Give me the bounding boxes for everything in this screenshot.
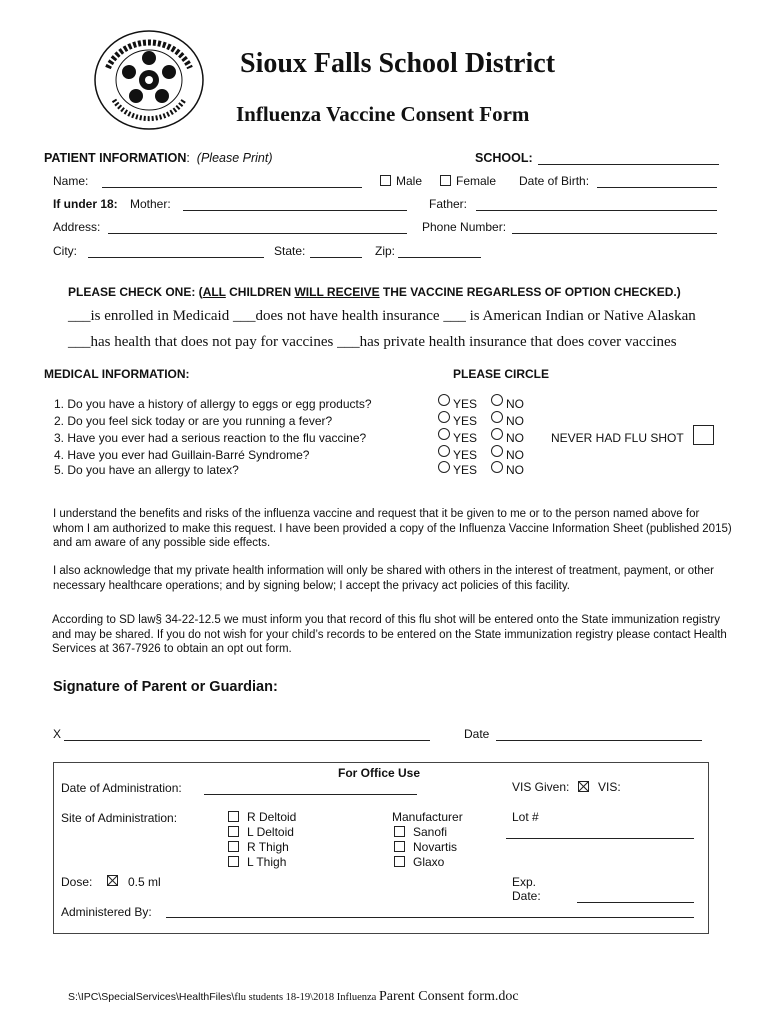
exp-date-field[interactable] (577, 902, 694, 903)
lot-label: Lot # (512, 810, 539, 824)
novartis-label: Novartis (413, 840, 458, 854)
state-field[interactable] (310, 257, 362, 258)
phone-label: Phone Number: (422, 220, 507, 234)
question-4: 4. Have you ever had Guillain-Barré Syndrome? (54, 448, 310, 462)
administered-by-label: Administered By: (61, 905, 152, 919)
r-deltoid-checkbox[interactable] (228, 811, 239, 822)
q5-yes-label: YES (453, 463, 478, 477)
q2-no-label: NO (506, 414, 524, 428)
q1-no-radio[interactable] (491, 394, 503, 406)
city-field[interactable] (88, 257, 264, 258)
please-circle-heading: PLEASE CIRCLE (453, 367, 550, 381)
question-1: 1. Do you have a history of allergy to eggs or egg products? (54, 397, 372, 411)
file-path-footer: S:\IPC\SpecialServices\HealthFiles\flu students 18-19\2018 Influenza Parent Consent form.doc (68, 989, 519, 1004)
date-admin-label: Date of Administration: (61, 781, 182, 795)
page-subtitle: Influenza Vaccine Consent Form (236, 102, 530, 126)
male-checkbox[interactable] (380, 175, 391, 186)
school-field[interactable] (538, 164, 719, 165)
signature-x-label: X (53, 727, 62, 741)
female-checkbox[interactable] (440, 175, 451, 186)
q3-no-label: NO (506, 431, 524, 445)
glaxo-label: Glaxo (413, 855, 445, 869)
office-use-heading: For Office Use (338, 766, 421, 780)
administered-by-field[interactable] (166, 917, 694, 918)
sanofi-label: Sanofi (413, 825, 448, 839)
q4-no-label: NO (506, 448, 524, 462)
q4-yes-radio[interactable] (438, 445, 450, 457)
father-label: Father: (429, 197, 468, 211)
female-label: Female (456, 174, 497, 188)
medical-heading: MEDICAL INFORMATION: (44, 367, 190, 381)
mother-label: Mother: (130, 197, 171, 211)
zip-field[interactable] (398, 257, 481, 258)
never-had-flu-shot-label: NEVER HAD FLU SHOT (551, 431, 684, 445)
r-thigh-checkbox[interactable] (228, 841, 239, 852)
signature-field[interactable] (64, 740, 430, 741)
district-seal (92, 28, 206, 132)
dob-label: Date of Birth: (519, 174, 590, 188)
q3-no-radio[interactable] (491, 428, 503, 440)
vis-given-label: VIS Given: (512, 780, 570, 794)
q4-no-radio[interactable] (491, 445, 503, 457)
q3-yes-radio[interactable] (438, 428, 450, 440)
state-label: State: (274, 244, 306, 258)
consent-statement: I understand the benefits and risks of the influenza vaccine and request that it be given to me or to the person named above for whom I am authorized to make this request. I have been provided a copy of the Influenza Vaccine Information Sheet (published 2015) and am aware of any possible side effects. (53, 508, 732, 549)
manufacturer-label: Manufacturer (392, 810, 463, 824)
signature-heading: Signature of Parent or Guardian: (53, 679, 278, 695)
q3-yes-label: YES (453, 431, 478, 445)
insurance-options-row-1[interactable]: ___is enrolled in Medicaid ___does not have health insurance ___ is American Indian or Native Alaskan (68, 308, 696, 324)
r-thigh-label: R Thigh (247, 840, 289, 854)
q5-yes-radio[interactable] (438, 461, 450, 473)
date-admin-field[interactable] (204, 794, 417, 795)
address-label: Address: (53, 220, 101, 234)
signature-date-label: Date (464, 727, 490, 741)
check-one-heading: PLEASE CHECK ONE: (ALL CHILDREN WILL RECEIVE THE VACCINE REGARLESS OF OPTION CHECKED.) (68, 285, 681, 299)
phone-field[interactable] (512, 233, 717, 234)
exp-label: Exp. (512, 875, 537, 889)
privacy-statement: I also acknowledge that my private health information will only be shared with others in the interest of treatment, payment, or other necessary healthcare operations; and by signing below; I accept the privacy act policies of this facility. (53, 565, 714, 592)
dose-checkbox[interactable] (107, 875, 118, 886)
l-thigh-label: L Thigh (247, 855, 287, 869)
q5-no-label: NO (506, 463, 524, 477)
r-deltoid-label: R Deltoid (247, 810, 297, 824)
lot-field[interactable] (506, 838, 694, 839)
l-thigh-checkbox[interactable] (228, 856, 239, 867)
vis-label: VIS: (598, 780, 621, 794)
signature-date-field[interactable] (496, 740, 702, 741)
question-3: 3. Have you ever had a serious reaction to the flu vaccine? (54, 431, 367, 445)
q2-yes-label: YES (453, 414, 478, 428)
dose-label: Dose: (61, 875, 93, 889)
question-5: 5. Do you have an allergy to latex? (54, 463, 239, 477)
male-label: Male (396, 174, 423, 188)
page-title: Sioux Falls School District (240, 48, 556, 79)
q4-yes-label: YES (453, 448, 478, 462)
glaxo-checkbox[interactable] (394, 856, 405, 867)
registry-statement: According to SD law§ 34-22-12.5 we must inform you that record of this flu shot will be entered onto the State immunization registry and may be shared. If you do not wish for your child’s records to be entered on the State immunization registry please contact Health Services at 367-7926 to obtain an opt out form. (52, 614, 727, 655)
vis-given-checkbox[interactable] (578, 781, 589, 792)
l-deltoid-label: L Deltoid (247, 825, 294, 839)
q5-no-radio[interactable] (491, 461, 503, 473)
city-label: City: (53, 244, 77, 258)
name-label: Name: (53, 174, 89, 188)
address-field[interactable] (108, 233, 407, 234)
site-admin-label: Site of Administration: (61, 811, 178, 825)
zip-label: Zip: (375, 244, 396, 258)
father-field[interactable] (476, 210, 717, 211)
insurance-options-row-2[interactable]: ___has health that does not pay for vaccines ___has private health insurance that does cover vaccines (68, 334, 677, 350)
l-deltoid-checkbox[interactable] (228, 826, 239, 837)
name-field[interactable] (102, 187, 362, 188)
under18-label: If under 18: (53, 197, 118, 211)
mother-field[interactable] (183, 210, 407, 211)
novartis-checkbox[interactable] (394, 841, 405, 852)
exp-date-label: Date: (512, 889, 541, 903)
dose-value: 0.5 ml (128, 875, 161, 889)
patient-info-heading: PATIENT INFORMATION: (Please Print) (44, 151, 273, 165)
q1-no-label: NO (506, 397, 524, 411)
school-label: SCHOOL: (475, 151, 533, 165)
q2-no-radio[interactable] (491, 411, 503, 423)
q2-yes-radio[interactable] (438, 411, 450, 423)
question-2: 2. Do you feel sick today or are you running a fever? (54, 414, 333, 428)
dob-field[interactable] (597, 187, 717, 188)
q1-yes-radio[interactable] (438, 394, 450, 406)
never-had-flu-shot-checkbox[interactable] (693, 425, 714, 445)
q1-yes-label: YES (453, 397, 478, 411)
sanofi-checkbox[interactable] (394, 826, 405, 837)
